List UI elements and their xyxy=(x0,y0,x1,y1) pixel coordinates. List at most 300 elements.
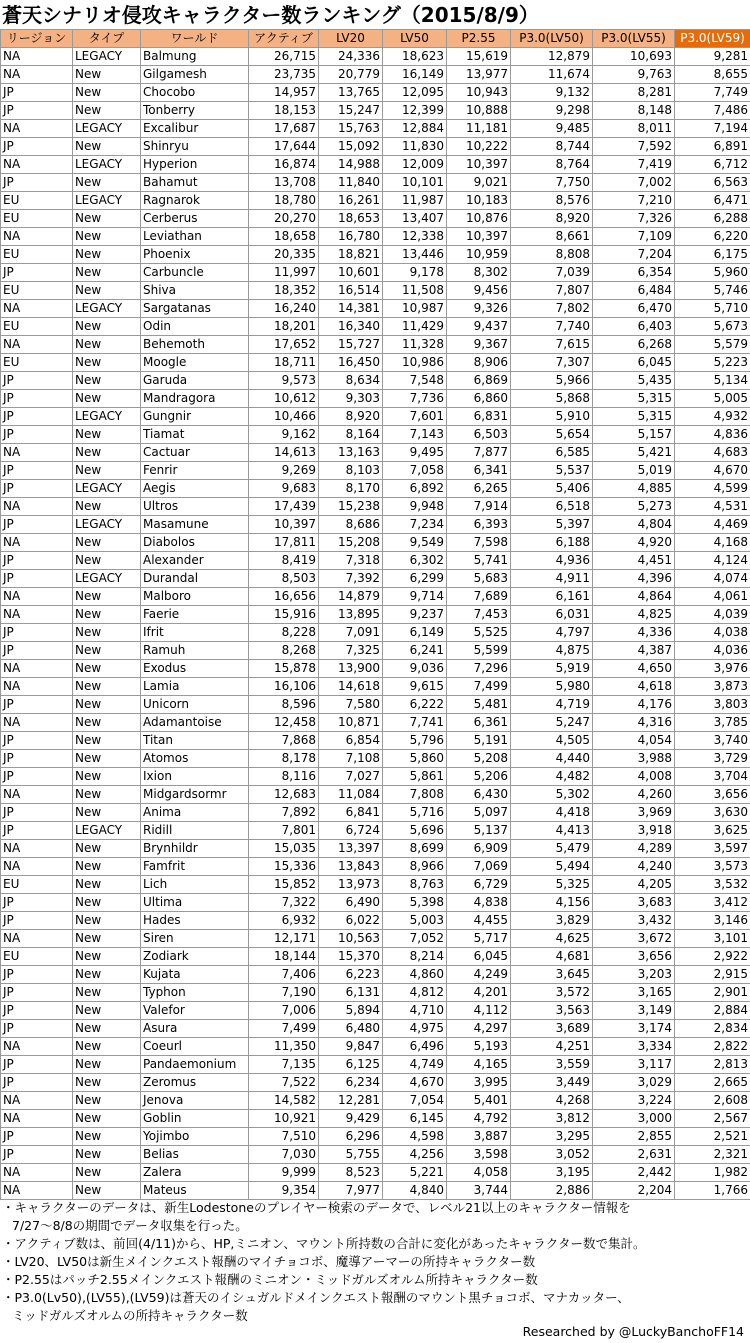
cell-p30-lv55: 6,484 xyxy=(593,282,675,300)
cell-lv50: 7,143 xyxy=(383,426,447,444)
cell-p30-lv50: 3,563 xyxy=(511,1002,593,1020)
cell-p30-lv59: 5,673 xyxy=(675,318,750,336)
cell-p30-lv59: 6,891 xyxy=(675,138,750,156)
cell-type: New xyxy=(73,228,141,246)
cell-lv20: 6,841 xyxy=(319,804,383,822)
cell-p30-lv55: 4,336 xyxy=(593,624,675,642)
cell-p30-lv55: 4,650 xyxy=(593,660,675,678)
cell-p30-lv50: 5,919 xyxy=(511,660,593,678)
cell-type: LEGACY xyxy=(73,516,141,534)
table-row xyxy=(1,750,750,768)
cell-p30-lv55: 5,157 xyxy=(593,426,675,444)
cell-type: New xyxy=(73,1182,141,1200)
cell-world: Garuda xyxy=(141,372,249,390)
cell-p255: 5,137 xyxy=(447,822,511,840)
cell-p30-lv55: 4,864 xyxy=(593,588,675,606)
cell-lv20: 14,879 xyxy=(319,588,383,606)
table-row xyxy=(1,1110,750,1128)
table-row xyxy=(1,390,750,408)
table-row xyxy=(1,48,750,66)
cell-lv50: 13,407 xyxy=(383,210,447,228)
cell-type: LEGACY xyxy=(73,822,141,840)
cell-p30-lv55: 6,403 xyxy=(593,318,675,336)
cell-lv50: 6,892 xyxy=(383,480,447,498)
cell-p30-lv50: 7,307 xyxy=(511,354,593,372)
cell-p255: 10,397 xyxy=(447,228,511,246)
cell-p30-lv59: 4,124 xyxy=(675,552,750,570)
cell-active: 7,892 xyxy=(249,804,319,822)
table-row xyxy=(1,966,750,984)
cell-lv20: 7,091 xyxy=(319,624,383,642)
cell-world: Shinryu xyxy=(141,138,249,156)
cell-p30-lv55: 4,396 xyxy=(593,570,675,588)
cell-type: New xyxy=(73,444,141,462)
cell-type: New xyxy=(73,426,141,444)
cell-world: Cerberus xyxy=(141,210,249,228)
cell-p30-lv55: 5,421 xyxy=(593,444,675,462)
cell-region: JP xyxy=(1,174,73,192)
cell-world: Typhon xyxy=(141,984,249,1002)
cell-lv50: 9,714 xyxy=(383,588,447,606)
cell-p30-lv55: 4,885 xyxy=(593,480,675,498)
cell-world: Titan xyxy=(141,732,249,750)
cell-active: 17,652 xyxy=(249,336,319,354)
cell-p30-lv55: 3,224 xyxy=(593,1092,675,1110)
cell-region: JP xyxy=(1,1020,73,1038)
header-p30-lv50: P3.0(LV50) xyxy=(511,30,593,48)
cell-region: NA xyxy=(1,48,73,66)
cell-p30-lv59: 4,836 xyxy=(675,426,750,444)
table-row xyxy=(1,462,750,480)
cell-world: Bahamut xyxy=(141,174,249,192)
cell-world: Kujata xyxy=(141,966,249,984)
cell-p255: 6,265 xyxy=(447,480,511,498)
table-row xyxy=(1,408,750,426)
cell-lv50: 7,058 xyxy=(383,462,447,480)
cell-p255: 4,201 xyxy=(447,984,511,1002)
cell-p30-lv50: 5,325 xyxy=(511,876,593,894)
cell-lv20: 8,103 xyxy=(319,462,383,480)
cell-p255: 11,181 xyxy=(447,120,511,138)
cell-p30-lv59: 3,704 xyxy=(675,768,750,786)
table-row xyxy=(1,192,750,210)
cell-active: 9,683 xyxy=(249,480,319,498)
cell-active: 9,162 xyxy=(249,426,319,444)
cell-region: EU xyxy=(1,948,73,966)
cell-region: JP xyxy=(1,570,73,588)
cell-lv20: 8,686 xyxy=(319,516,383,534)
table-row xyxy=(1,372,750,390)
footnotes xyxy=(2,1199,747,1325)
cell-active: 17,439 xyxy=(249,498,319,516)
table-row xyxy=(1,1164,750,1182)
table-row xyxy=(1,804,750,822)
cell-lv20: 15,727 xyxy=(319,336,383,354)
cell-lv50: 6,496 xyxy=(383,1038,447,1056)
cell-type: New xyxy=(73,1128,141,1146)
cell-p255: 5,401 xyxy=(447,1092,511,1110)
cell-type: New xyxy=(73,462,141,480)
cell-p30-lv59: 4,469 xyxy=(675,516,750,534)
table-row xyxy=(1,696,750,714)
cell-p30-lv50: 8,808 xyxy=(511,246,593,264)
cell-region: NA xyxy=(1,498,73,516)
cell-type: New xyxy=(73,750,141,768)
cell-world: Shiva xyxy=(141,282,249,300)
table-row xyxy=(1,588,750,606)
table-row xyxy=(1,678,750,696)
table-row xyxy=(1,498,750,516)
cell-p30-lv55: 3,988 xyxy=(593,750,675,768)
cell-lv20: 7,108 xyxy=(319,750,383,768)
table-row xyxy=(1,1182,750,1200)
table-row xyxy=(1,282,750,300)
table-row xyxy=(1,570,750,588)
cell-active: 14,582 xyxy=(249,1092,319,1110)
cell-region: JP xyxy=(1,264,73,282)
cell-active: 15,035 xyxy=(249,840,319,858)
cell-type: New xyxy=(73,858,141,876)
cell-p255: 5,525 xyxy=(447,624,511,642)
cell-world: Siren xyxy=(141,930,249,948)
cell-p30-lv59: 2,608 xyxy=(675,1092,750,1110)
cell-active: 18,658 xyxy=(249,228,319,246)
cell-active: 8,228 xyxy=(249,624,319,642)
cell-region: EU xyxy=(1,318,73,336)
cell-region: JP xyxy=(1,1074,73,1092)
cell-region: JP xyxy=(1,138,73,156)
cell-p30-lv50: 6,518 xyxy=(511,498,593,516)
cell-type: New xyxy=(73,498,141,516)
cell-p255: 8,906 xyxy=(447,354,511,372)
cell-active: 7,868 xyxy=(249,732,319,750)
table-row xyxy=(1,66,750,84)
cell-p255: 5,191 xyxy=(447,732,511,750)
cell-p30-lv55: 3,165 xyxy=(593,984,675,1002)
cell-world: Malboro xyxy=(141,588,249,606)
cell-p30-lv50: 6,585 xyxy=(511,444,593,462)
cell-p30-lv55: 4,920 xyxy=(593,534,675,552)
cell-world: Ridill xyxy=(141,822,249,840)
cell-p30-lv55: 7,326 xyxy=(593,210,675,228)
cell-world: Ultima xyxy=(141,894,249,912)
cell-world: Zalera xyxy=(141,1164,249,1182)
cell-p30-lv55: 4,387 xyxy=(593,642,675,660)
cell-lv20: 15,208 xyxy=(319,534,383,552)
table-row xyxy=(1,336,750,354)
cell-region: NA xyxy=(1,840,73,858)
cell-active: 16,656 xyxy=(249,588,319,606)
cell-lv50: 9,549 xyxy=(383,534,447,552)
cell-p30-lv50: 4,482 xyxy=(511,768,593,786)
cell-p30-lv50: 6,161 xyxy=(511,588,593,606)
table-row xyxy=(1,84,750,102)
cell-p30-lv59: 1,982 xyxy=(675,1164,750,1182)
cell-p255: 10,943 xyxy=(447,84,511,102)
cell-type: New xyxy=(73,804,141,822)
cell-p30-lv55: 7,109 xyxy=(593,228,675,246)
cell-active: 9,269 xyxy=(249,462,319,480)
cell-p255: 5,717 xyxy=(447,930,511,948)
table-row xyxy=(1,246,750,264)
cell-p30-lv55: 3,029 xyxy=(593,1074,675,1092)
table-row xyxy=(1,732,750,750)
cell-active: 8,503 xyxy=(249,570,319,588)
cell-lv50: 5,860 xyxy=(383,750,447,768)
cell-active: 18,144 xyxy=(249,948,319,966)
cell-p30-lv59: 4,074 xyxy=(675,570,750,588)
cell-p30-lv50: 8,764 xyxy=(511,156,593,174)
cell-type: LEGACY xyxy=(73,48,141,66)
header-type: タイプ xyxy=(73,30,141,48)
cell-lv50: 6,222 xyxy=(383,696,447,714)
cell-p30-lv59: 3,532 xyxy=(675,876,750,894)
cell-world: Excalibur xyxy=(141,120,249,138)
cell-p255: 6,503 xyxy=(447,426,511,444)
cell-p255: 6,361 xyxy=(447,714,511,732)
cell-p255: 7,598 xyxy=(447,534,511,552)
cell-p30-lv50: 7,615 xyxy=(511,336,593,354)
cell-lv50: 10,986 xyxy=(383,354,447,372)
cell-p30-lv55: 2,442 xyxy=(593,1164,675,1182)
cell-p255: 10,959 xyxy=(447,246,511,264)
cell-p30-lv59: 5,960 xyxy=(675,264,750,282)
cell-type: New xyxy=(73,1074,141,1092)
cell-p255: 10,222 xyxy=(447,138,511,156)
cell-active: 18,352 xyxy=(249,282,319,300)
cell-world: Jenova xyxy=(141,1092,249,1110)
cell-region: NA xyxy=(1,444,73,462)
cell-p30-lv50: 4,440 xyxy=(511,750,593,768)
footnote-line: ・LV20、LV50は新生メインクエスト報酬のマイチョコボ、魔導アーマーの所持キャラクター数 xyxy=(2,1254,536,1269)
cell-p30-lv55: 5,315 xyxy=(593,408,675,426)
cell-p255: 10,876 xyxy=(447,210,511,228)
cell-p30-lv50: 4,681 xyxy=(511,948,593,966)
cell-type: New xyxy=(73,588,141,606)
table-row xyxy=(1,660,750,678)
cell-p30-lv59: 6,563 xyxy=(675,174,750,192)
cell-lv20: 7,977 xyxy=(319,1182,383,1200)
cell-lv50: 9,237 xyxy=(383,606,447,624)
cell-active: 16,240 xyxy=(249,300,319,318)
cell-type: New xyxy=(73,1110,141,1128)
cell-p30-lv59: 5,005 xyxy=(675,390,750,408)
cell-p255: 5,741 xyxy=(447,552,511,570)
header-region: リージョン xyxy=(1,30,73,48)
cell-p30-lv50: 8,576 xyxy=(511,192,593,210)
cell-type: New xyxy=(73,624,141,642)
cell-active: 8,596 xyxy=(249,696,319,714)
cell-p30-lv55: 7,002 xyxy=(593,174,675,192)
cell-lv50: 12,095 xyxy=(383,84,447,102)
cell-lv50: 4,710 xyxy=(383,1002,447,1020)
cell-world: Mateus xyxy=(141,1182,249,1200)
cell-p30-lv59: 8,655 xyxy=(675,66,750,84)
cell-p255: 9,021 xyxy=(447,174,511,192)
cell-active: 8,419 xyxy=(249,552,319,570)
cell-region: NA xyxy=(1,156,73,174)
cell-p30-lv50: 4,719 xyxy=(511,696,593,714)
cell-active: 7,135 xyxy=(249,1056,319,1074)
cell-world: Valefor xyxy=(141,1002,249,1020)
cell-world: Hades xyxy=(141,912,249,930)
cell-p255: 6,860 xyxy=(447,390,511,408)
cell-p30-lv59: 7,194 xyxy=(675,120,750,138)
cell-type: LEGACY xyxy=(73,570,141,588)
cell-type: New xyxy=(73,84,141,102)
cell-lv50: 7,052 xyxy=(383,930,447,948)
cell-p30-lv59: 2,567 xyxy=(675,1110,750,1128)
cell-type: New xyxy=(73,660,141,678)
cell-active: 16,106 xyxy=(249,678,319,696)
cell-lv20: 9,303 xyxy=(319,390,383,408)
table-row xyxy=(1,786,750,804)
cell-p255: 8,302 xyxy=(447,264,511,282)
cell-world: Mandragora xyxy=(141,390,249,408)
cell-p30-lv59: 4,599 xyxy=(675,480,750,498)
table-row xyxy=(1,624,750,642)
cell-p30-lv59: 4,061 xyxy=(675,588,750,606)
cell-region: JP xyxy=(1,102,73,120)
cell-lv20: 15,763 xyxy=(319,120,383,138)
cell-p30-lv59: 7,486 xyxy=(675,102,750,120)
header-world: ワールド xyxy=(141,30,249,48)
cell-p30-lv59: 3,729 xyxy=(675,750,750,768)
cell-lv50: 9,948 xyxy=(383,498,447,516)
cell-p30-lv59: 4,531 xyxy=(675,498,750,516)
table-row xyxy=(1,1020,750,1038)
cell-p30-lv59: 5,746 xyxy=(675,282,750,300)
cell-p30-lv59: 5,134 xyxy=(675,372,750,390)
cell-lv50: 5,696 xyxy=(383,822,447,840)
cell-region: NA xyxy=(1,930,73,948)
cell-p30-lv55: 7,592 xyxy=(593,138,675,156)
cell-p30-lv55: 3,174 xyxy=(593,1020,675,1038)
cell-active: 18,153 xyxy=(249,102,319,120)
cell-p30-lv50: 3,052 xyxy=(511,1146,593,1164)
cell-active: 12,171 xyxy=(249,930,319,948)
cell-lv20: 15,370 xyxy=(319,948,383,966)
cell-lv20: 8,920 xyxy=(319,408,383,426)
cell-lv50: 12,009 xyxy=(383,156,447,174)
cell-lv20: 8,523 xyxy=(319,1164,383,1182)
cell-lv20: 13,843 xyxy=(319,858,383,876)
cell-region: EU xyxy=(1,246,73,264)
cell-p30-lv59: 2,521 xyxy=(675,1128,750,1146)
cell-world: Atomos xyxy=(141,750,249,768)
cell-p30-lv59: 3,573 xyxy=(675,858,750,876)
cell-active: 8,116 xyxy=(249,768,319,786)
cell-p255: 4,297 xyxy=(447,1020,511,1038)
cell-lv50: 5,861 xyxy=(383,768,447,786)
header-lv50: LV50 xyxy=(383,30,447,48)
footnote-line: ・アクティブ数は、前回(4/11)から、HP,ミニオン、マウント所持数の合計に変化があったキャラクター数で集計。 xyxy=(2,1236,646,1251)
cell-lv20: 10,601 xyxy=(319,264,383,282)
cell-active: 8,268 xyxy=(249,642,319,660)
cell-lv20: 14,381 xyxy=(319,300,383,318)
cell-p30-lv55: 4,451 xyxy=(593,552,675,570)
table-row xyxy=(1,444,750,462)
cell-p30-lv59: 3,873 xyxy=(675,678,750,696)
cell-type: New xyxy=(73,732,141,750)
cell-lv50: 11,328 xyxy=(383,336,447,354)
cell-p30-lv55: 4,240 xyxy=(593,858,675,876)
cell-type: New xyxy=(73,1092,141,1110)
cell-p30-lv59: 3,597 xyxy=(675,840,750,858)
cell-p255: 7,069 xyxy=(447,858,511,876)
cell-region: NA xyxy=(1,66,73,84)
table-row xyxy=(1,426,750,444)
cell-type: LEGACY xyxy=(73,120,141,138)
cell-world: Phoenix xyxy=(141,246,249,264)
table-row xyxy=(1,354,750,372)
cell-type: New xyxy=(73,1164,141,1182)
cell-lv50: 7,808 xyxy=(383,786,447,804)
cell-p30-lv55: 8,148 xyxy=(593,102,675,120)
cell-lv20: 6,223 xyxy=(319,966,383,984)
cell-p30-lv55: 8,281 xyxy=(593,84,675,102)
cell-type: New xyxy=(73,1056,141,1074)
cell-lv50: 11,830 xyxy=(383,138,447,156)
cell-type: New xyxy=(73,318,141,336)
cell-p30-lv55: 2,204 xyxy=(593,1182,675,1200)
cell-region: JP xyxy=(1,696,73,714)
cell-p30-lv59: 3,656 xyxy=(675,786,750,804)
cell-p30-lv55: 3,149 xyxy=(593,1002,675,1020)
cell-type: LEGACY xyxy=(73,300,141,318)
cell-type: New xyxy=(73,138,141,156)
header-p30-lv55: P3.0(LV55) xyxy=(593,30,675,48)
cell-world: Gungnir xyxy=(141,408,249,426)
cell-world: Famfrit xyxy=(141,858,249,876)
cell-region: JP xyxy=(1,804,73,822)
table-row xyxy=(1,984,750,1002)
cell-lv20: 11,084 xyxy=(319,786,383,804)
cell-lv50: 6,302 xyxy=(383,552,447,570)
cell-p255: 4,112 xyxy=(447,1002,511,1020)
cell-type: New xyxy=(73,768,141,786)
cell-region: NA xyxy=(1,228,73,246)
cell-p30-lv55: 6,354 xyxy=(593,264,675,282)
cell-lv50: 12,338 xyxy=(383,228,447,246)
cell-p30-lv59: 4,168 xyxy=(675,534,750,552)
cell-p30-lv59: 2,915 xyxy=(675,966,750,984)
cell-p255: 7,453 xyxy=(447,606,511,624)
cell-region: EU xyxy=(1,876,73,894)
cell-active: 15,878 xyxy=(249,660,319,678)
cell-type: New xyxy=(73,66,141,84)
cell-p30-lv55: 3,683 xyxy=(593,894,675,912)
cell-lv20: 16,340 xyxy=(319,318,383,336)
cell-world: Pandaemonium xyxy=(141,1056,249,1074)
cell-region: JP xyxy=(1,390,73,408)
cell-p30-lv55: 4,804 xyxy=(593,516,675,534)
cell-p30-lv50: 4,268 xyxy=(511,1092,593,1110)
table-header-row xyxy=(1,30,750,48)
cell-p30-lv55: 8,011 xyxy=(593,120,675,138)
cell-region: NA xyxy=(1,300,73,318)
cell-p30-lv55: 4,289 xyxy=(593,840,675,858)
cell-p30-lv59: 2,813 xyxy=(675,1056,750,1074)
cell-p255: 3,598 xyxy=(447,1146,511,1164)
cell-lv50: 6,299 xyxy=(383,570,447,588)
cell-type: New xyxy=(73,984,141,1002)
cell-p30-lv55: 7,204 xyxy=(593,246,675,264)
cell-lv20: 6,022 xyxy=(319,912,383,930)
table-row xyxy=(1,894,750,912)
cell-lv50: 4,598 xyxy=(383,1128,447,1146)
cell-p30-lv59: 5,223 xyxy=(675,354,750,372)
